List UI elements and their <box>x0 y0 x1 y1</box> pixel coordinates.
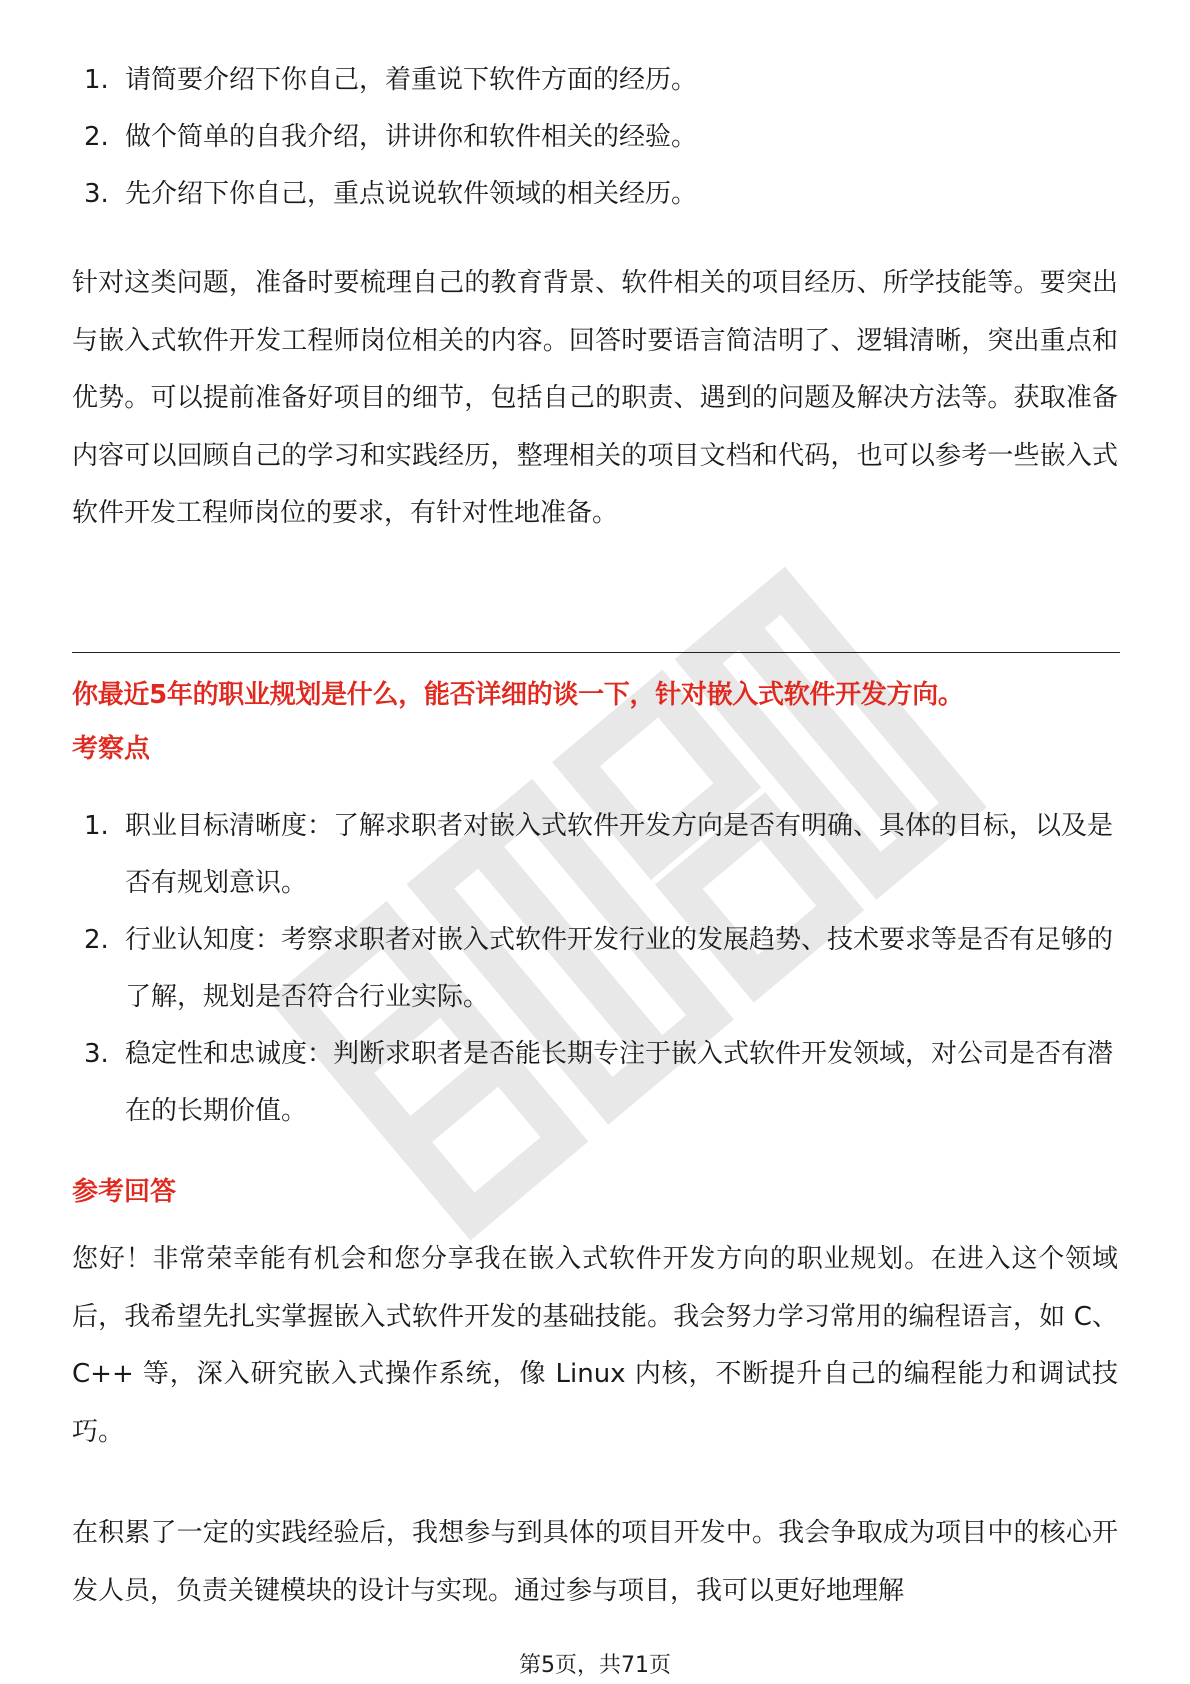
answer-paragraph: 您好！非常荣幸能有机会和您分享我在嵌入式软件开发方向的职业规划。在进入这个领域后，我希望先扎实掌握嵌入式软件开发的基础技能。我会努力学习常用的编程语言，如 C、C++ 等，深入研究嵌入式操作系统，像 Linux 内核，不断提升自己的编程能力和调试技巧。 <box>72 1244 1118 1447</box>
list-item: 2. 行业认知度：考察求职者对嵌入式软件开发行业的发展趋势、技术要求等是否有足够的了解，规划是否符合行业实际。 <box>84 925 1114 1012</box>
list-item: 1. 职业目标清晰度：了解求职者对嵌入式软件开发方向是否有明确、具体的目标，以及是否有规划意识。 <box>84 811 1114 898</box>
list-item: 2. 做个简单的自我介绍，讲讲你和软件相关的经验。 <box>84 122 698 152</box>
question-title: 你最近5年的职业规划是什么，能否详细的谈一下，针对嵌入式软件开发方向。 <box>72 680 964 710</box>
preparation-advice: 针对这类问题，准备时要梳理自己的教育背景、软件相关的项目经历、所学技能等。要突出与嵌入式软件开发工程师岗位相关的内容。回答时要语言简洁明了、逻辑清晰，突出重点和优势。可以提前准备好项目的细节，包括自己的职责、遇到的问题及解决方法等。获取准备内容可以回顾自己的学习和实践经历，整理相关的项目文档和代码，也可以参考一些嵌入式软件开发工程师岗位的要求，有针对性地准备。 <box>72 268 1118 528</box>
reference-answer-label: 参考回答 <box>72 1177 177 1207</box>
answer-paragraph: 在积累了一定的实践经验后，我想参与到具体的项目开发中。我会争取成为项目中的核心开发人员，负责关键模块的设计与实现。通过参与项目，我可以更好地理解 <box>72 1518 1118 1606</box>
list-item: 3. 先介绍下你自己，重点说说软件领域的相关经历。 <box>84 179 698 209</box>
list-item: 1. 请简要介绍下你自己，着重说下软件方面的经历。 <box>84 65 698 95</box>
list-item: 3. 稳定性和忠诚度：判断求职者是否能长期专注于嵌入式软件开发领域，对公司是否有潜在的长期价值。 <box>84 1039 1114 1126</box>
section-divider <box>72 652 1120 653</box>
focus-points-list <box>84 798 1114 1140</box>
focus-points-label: 考察点 <box>72 734 151 764</box>
question-variants-list <box>84 52 1114 223</box>
page-number: 第5页，共71页 <box>519 1653 671 1678</box>
